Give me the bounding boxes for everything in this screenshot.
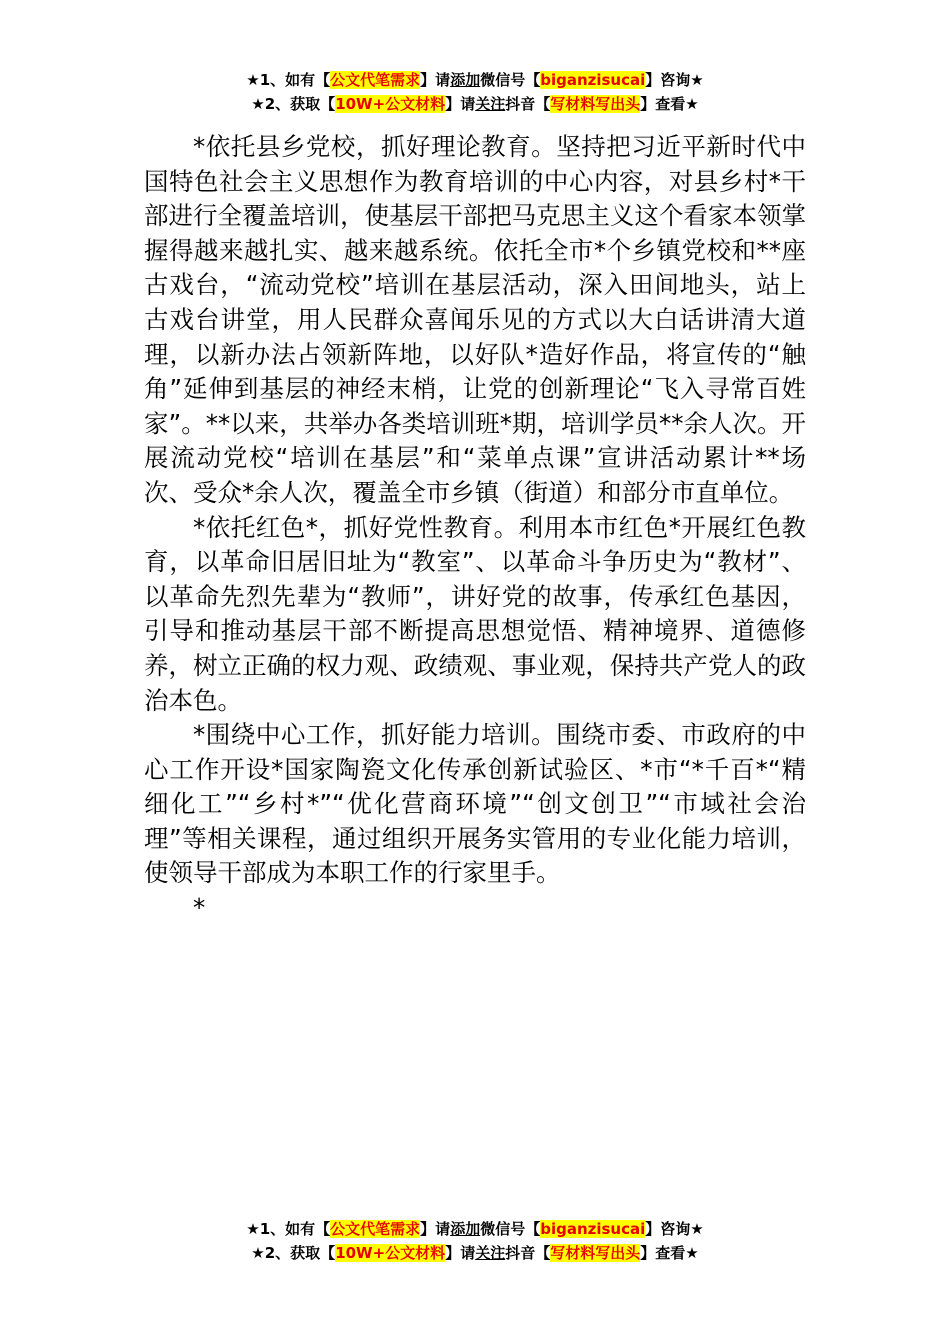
banner-text: 】请 — [420, 71, 451, 89]
banner-highlight: 公文代笔需求 — [330, 1220, 421, 1238]
banner-text: ★1、如有【 — [246, 71, 331, 89]
paragraph-ability-training: *围绕中心工作，抓好能力培训。围绕市委、市政府的中心工作开设*国家陶瓷文化传承创新试验区、*市“*千百*“精细化工”“乡村*”“优化营商环境”“创文创卫”“市域社会治理”等相关课程，通过组织开展务实管用的专业化能力培训，使领导干部成为本职工作的行家里手。 — [144, 720, 806, 888]
header-banner — [0, 68, 950, 116]
banner-highlight: biganzisucai — [540, 1220, 646, 1238]
banner-text: 抖音【 — [505, 95, 551, 113]
footer-banner — [0, 1217, 950, 1265]
banner-highlight: 10W+公文材料 — [335, 1244, 446, 1262]
banner-text: 】查看★ — [640, 95, 699, 113]
banner-line-1 — [0, 68, 950, 92]
banner-underlined-text: 关注 — [475, 1244, 506, 1262]
banner-highlight: 公文代笔需求 — [330, 71, 421, 89]
paragraph-placeholder: * — [193, 893, 206, 923]
banner-text: 抖音【 — [505, 1244, 551, 1262]
banner-text: ★1、如有【 — [246, 1220, 331, 1238]
document-body — [144, 130, 806, 926]
banner-text: 】咨询★ — [645, 1220, 704, 1238]
banner-text: ★2、获取【 — [251, 95, 336, 113]
banner-text: 微信号【 — [480, 71, 541, 89]
banner-highlight: biganzisucai — [540, 71, 646, 89]
banner-line-1 — [0, 1217, 950, 1241]
banner-underlined-text: 添加 — [450, 1220, 481, 1238]
banner-text: ★2、获取【 — [251, 1244, 336, 1262]
banner-underlined-text: 关注 — [475, 95, 506, 113]
banner-highlight: 10W+公文材料 — [335, 95, 446, 113]
banner-highlight: 写材料写出头 — [550, 1244, 641, 1262]
banner-text: 】查看★ — [640, 1244, 699, 1262]
banner-text: 】请 — [445, 1244, 476, 1262]
banner-text: 】请 — [445, 95, 476, 113]
banner-underlined-text: 添加 — [450, 71, 481, 89]
banner-line-2 — [0, 92, 950, 116]
banner-text: 】咨询★ — [645, 71, 704, 89]
banner-text: 】请 — [420, 1220, 451, 1238]
banner-highlight: 写材料写出头 — [550, 95, 641, 113]
banner-text: 微信号【 — [480, 1220, 541, 1238]
paragraph-party-spirit-education: *依托红色*，抓好党性教育。利用本市红色*开展红色教育，以革命旧居旧址为“教室”、以革命斗争历史为“教材”、以革命先烈先辈为“教师”，讲好党的故事，传承红色基因，引导和推动基层干部不断提高思想觉悟、精神境界、道德修养，树立正确的权力观、政绩观、事业观，保持共产党人的政治本色。 — [144, 512, 806, 715]
paragraph-theory-education: *依托县乡党校，抓好理论教育。坚持把习近平新时代中国特色社会主义思想作为教育培训的中心内容，对县乡村*干部进行全覆盖培训，使基层干部把马克思主义这个看家本领掌握得越来越扎实、越来越系统。依托全市*个乡镇党校和**座古戏台，“流动党校”培训在基层活动，深入田间地头，站上古戏台讲堂，用人民群众喜闻乐见的方式以大白话讲清大道理，以新办法占领新阵地，以好队*造好作品，将宣传的“触角”延伸到基层的神经末梢，让党的创新理论“飞入寻常百姓家”。**以来，共举办各类培训班*期，培训学员**余人次。开展流动党校“培训在基层”和“菜单点课”宣讲活动累计**场次、受众*余人次，覆盖全市乡镇（街道）和部分市直单位。 — [144, 132, 806, 507]
banner-line-2 — [0, 1241, 950, 1265]
